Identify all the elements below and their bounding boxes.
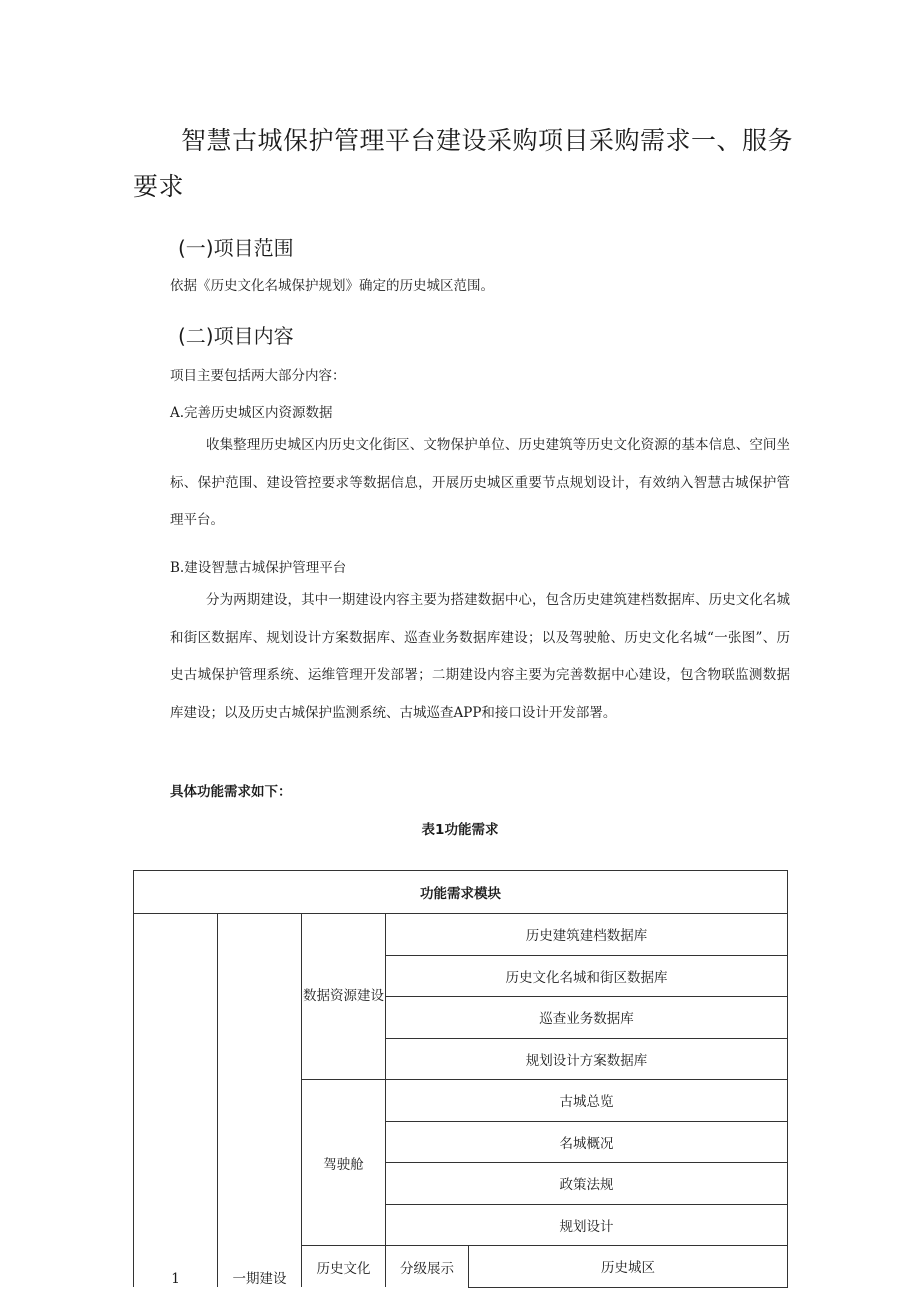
phase-label: 一期建设 <box>232 1271 287 1287</box>
part-a-text: 收集整理历史城区内历史文化街区、文物保护单位、历史建筑等历史文化资源的基本信息、空间坐标、保护范围、建设管控要求等数据信息，开展历史城区重要节点规划设计，有效纳入智慧古城保护管理平台。 <box>170 437 790 528</box>
table-cell: 古城总览 <box>386 1080 788 1122</box>
table-cell: 分级展示 <box>386 1246 469 1288</box>
table-cell: 规划设计 <box>386 1204 788 1246</box>
function-requirements-table <box>133 870 788 1288</box>
row-index: 1 <box>171 1271 180 1287</box>
group-cell <box>302 1080 386 1246</box>
part-b-text: 分为两期建设，其中一期建设内容主要为搭建数据中心，包含历史建筑建档数据库、历史文化名城和街区数据库、规划设计方案数据库、巡查业务数据库建设；以及驾驶舱、历史文化名城“一张图”、历史古城保护管理系统、运维管理开发部署；二期建设内容主要为完善数据中心建设，包含物联监测数据库建设；以及历史古城保护监测系统、古城巡查APP和接口设计开发部署。 <box>170 592 790 721</box>
table-cell: 历史文化 <box>302 1246 386 1288</box>
table-cell: 历史建筑建档数据库 <box>386 914 788 956</box>
content-intro: 项目主要包括两大部分内容： <box>170 368 346 384</box>
row-index-cell <box>134 914 218 1288</box>
section-heading-scope: (一)项目范围 <box>178 236 294 260</box>
table-cell: 名城概况 <box>386 1121 788 1163</box>
table-cell: 政策法规 <box>386 1163 788 1205</box>
table-cell: 历史文化名城和街区数据库 <box>386 955 788 997</box>
scope-text: 依据《历史文化名城保护规划》确定的历史城区范围。 <box>170 278 494 294</box>
requirements-lead: 具体功能需求如下： <box>170 784 292 800</box>
group-label: 数据资源建设 <box>303 988 384 1004</box>
table-header: 功能需求模块 <box>134 871 788 914</box>
document-title: 智慧古城保护管理平台建设采购项目采购需求一、服务要求 <box>133 126 794 201</box>
part-a-label: A.完善历史城区内资源数据 <box>170 405 333 421</box>
section-heading-content: (二)项目内容 <box>178 324 294 348</box>
table-cell: 规划设计方案数据库 <box>386 1038 788 1080</box>
group-label: 驾驶舱 <box>323 1156 364 1173</box>
table-cell: 历史城区 <box>469 1246 788 1288</box>
phase-cell <box>218 914 302 1288</box>
part-b-label: B.建设智慧古城保护管理平台 <box>170 560 347 576</box>
table-cell: 巡查业务数据库 <box>386 997 788 1039</box>
group-cell <box>302 914 386 1080</box>
table-caption: 表1功能需求 <box>421 822 499 838</box>
